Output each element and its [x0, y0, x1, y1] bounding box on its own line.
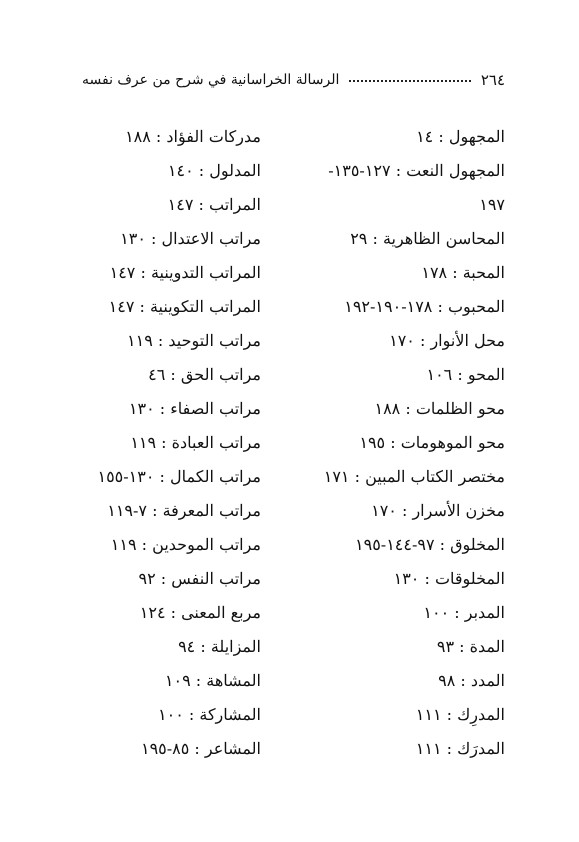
- index-entry: محو الموهومات : ١٩٥: [359, 433, 505, 452]
- index-entry: مراتب الصفاء : ١٣٠: [128, 399, 261, 418]
- index-entry: المزايلة : ٩٤: [178, 637, 261, 656]
- dotted-leader: [349, 72, 470, 82]
- index-entry: المحاسن الظاهرية : ٢٩: [350, 229, 505, 248]
- index-entry: المشاعر : ٨٥-١٩٥: [140, 739, 261, 758]
- running-title: الرسالة الخراسانية في شرح من عرف نفسه: [82, 72, 340, 88]
- index-entry: المراتب التدوينية : ١٤٧: [109, 263, 261, 282]
- index-entry: مراتب النفس : ٩٢: [138, 569, 261, 588]
- index-entry: المدرِك : ١١١: [415, 705, 505, 724]
- index-entry: مراتب الكمال : ١٣٠-١٥٥: [97, 467, 261, 486]
- index-entry: المدلول : ١٤٠: [167, 161, 261, 180]
- index-entry: المدة : ٩٣: [436, 637, 505, 656]
- index-entry: مربع المعنى : ١٢٤: [139, 603, 261, 622]
- index-entry: المحو : ١٠٦: [426, 365, 505, 384]
- index-entry: مراتب الاعتدال : ١٣٠: [120, 229, 261, 248]
- index-entry: المخلوقات : ١٣٠: [393, 569, 505, 588]
- page-header: [82, 68, 505, 92]
- index-entry: مراتب الموحدين : ١١٩: [110, 535, 261, 554]
- index-entry: المراتب التكوينية : ١٤٧: [108, 297, 261, 316]
- index-entry: مراتب المعرفة : ٧-١١٩: [107, 501, 261, 520]
- index-entry: المجهول : ١٤: [416, 127, 505, 146]
- index-entry: مراتب الحق : ٤٦: [148, 365, 261, 384]
- index-entry: محل الأنوار : ١٧٠: [389, 331, 505, 350]
- index-entry: المدبر : ١٠٠: [423, 603, 505, 622]
- index-entry: مراتب التوحيد : ١١٩: [127, 331, 261, 350]
- index-entry: مختصر الكتاب المبين : ١٧١: [323, 467, 505, 486]
- index-entry: المدرَك : ١١١: [415, 739, 505, 758]
- index-entry: مراتب العبادة : ١١٩: [130, 433, 261, 452]
- index-entry: المراتب : ١٤٧: [167, 195, 261, 214]
- index-entry: مدركات الفؤاد : ١٨٨: [125, 127, 261, 146]
- page-number: ٢٦٤: [480, 71, 505, 89]
- index-entry: المشاهة : ١٠٩: [164, 671, 261, 690]
- index-entry: المشاركة : ١٠٠: [158, 705, 261, 724]
- index-column-right: [255, 120, 505, 766]
- index-entry: المحبة : ١٧٨: [421, 263, 505, 282]
- index-entry: المدد : ٩٨: [438, 671, 505, 690]
- index-entry: المخلوق : ٩٧-١٤٤-١٩٥: [355, 535, 505, 554]
- index-entry: محو الظلمات : ١٨٨: [374, 399, 505, 418]
- index-entry: مخزن الأسرار : ١٧٠: [371, 501, 505, 520]
- index-column-left: [17, 120, 267, 766]
- index-entry: المجهول النعت : ١٢٧-١٣٥-: [328, 161, 505, 180]
- index-entry: ١٩٧: [479, 195, 505, 214]
- index-entry: المحبوب : ١٧٨-١٩٠-١٩٢: [344, 297, 505, 316]
